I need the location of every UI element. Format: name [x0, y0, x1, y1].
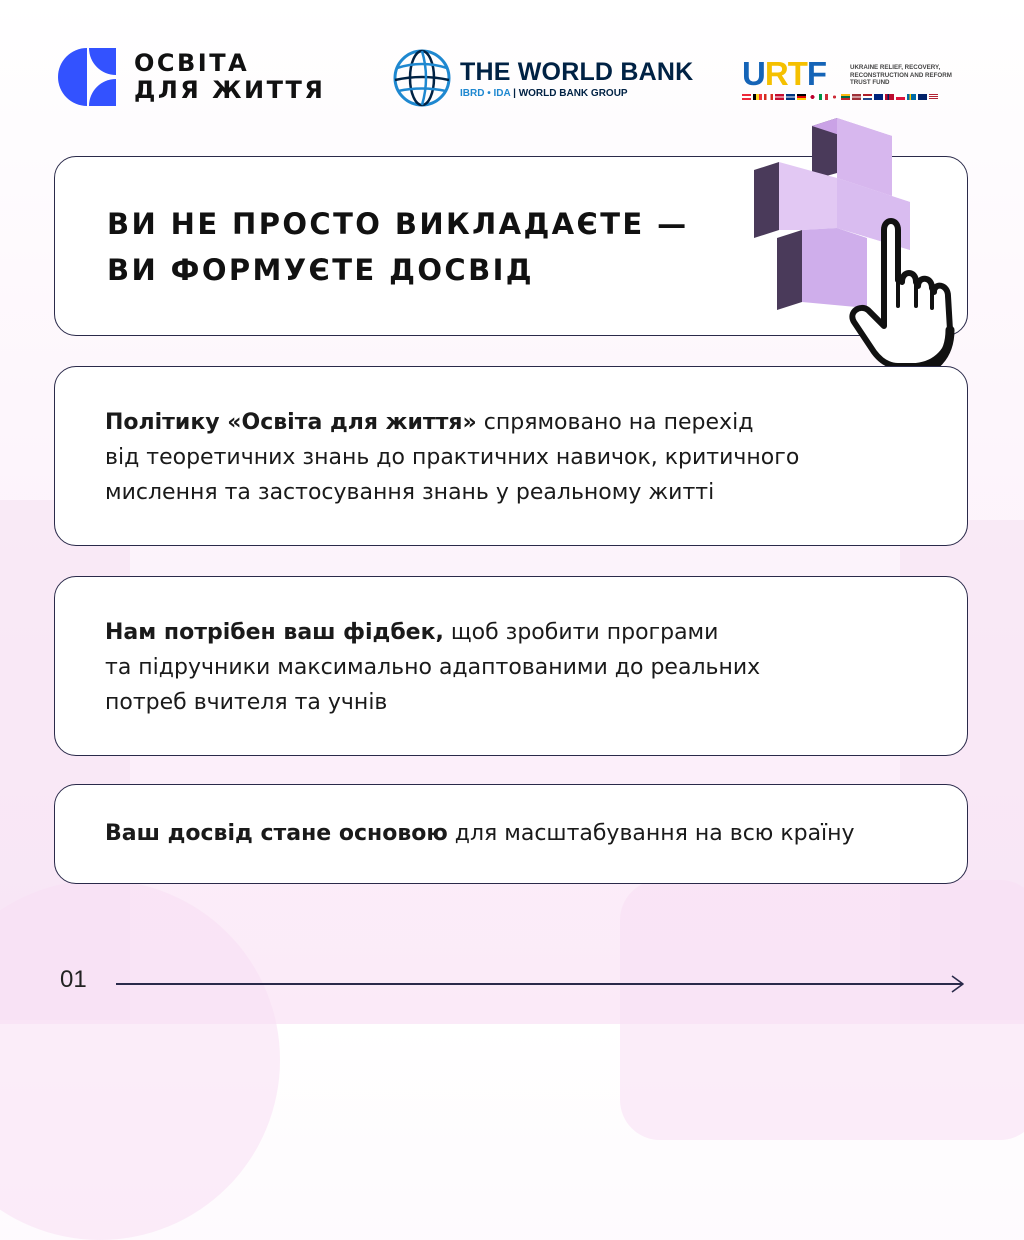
info-card-line1-rest: щоб зробити програми — [443, 620, 719, 645]
flag-icon — [797, 94, 806, 100]
page-title-line1: ВИ НЕ ПРОСТО ВИКЛАДАЄТЕ — — [107, 207, 689, 241]
info-card-experience — [54, 784, 968, 884]
info-card-text — [105, 405, 799, 510]
world-bank-logo — [392, 48, 693, 108]
info-card-line1 — [105, 405, 799, 440]
info-card-line2: та підручники максимально адаптованими до реальних — [105, 655, 761, 680]
osvita-logo-text — [134, 50, 325, 104]
flag-icon — [852, 94, 861, 100]
info-card-line3: мислення та застосування знань у реальному житті — [105, 480, 715, 505]
flag-icon — [742, 94, 751, 100]
page-title-line2: ВИ ФОРМУЄТЕ ДОСВІД — [107, 253, 535, 287]
flag-icon — [907, 94, 916, 100]
osvita-logo — [58, 48, 325, 106]
urtf-flags-row — [742, 94, 938, 100]
flag-icon — [863, 94, 872, 100]
flag-icon — [808, 94, 817, 100]
flag-icon — [885, 94, 894, 100]
info-card-bold: Нам потрібен ваш фідбек, — [105, 620, 444, 645]
flag-icon — [775, 94, 784, 100]
info-card-policy — [54, 366, 968, 546]
world-bank-group: WORLD BANK GROUP — [518, 87, 628, 99]
background-shape — [620, 880, 1024, 1140]
info-card-line2: від теоретичних знань до практичних навичок, критичного — [105, 445, 800, 470]
page-number: 01 — [60, 966, 87, 993]
osvita-logo-icon — [58, 48, 116, 106]
flag-icon — [918, 94, 927, 100]
world-bank-title: THE WORLD BANK — [460, 57, 694, 86]
urtf-desc-line1: UKRAINE RELIEF, RECOVERY, — [850, 64, 941, 71]
flag-icon — [874, 94, 883, 100]
flag-icon — [764, 94, 773, 100]
info-card-line1 — [105, 816, 855, 851]
background-shape — [0, 880, 280, 1240]
info-card-text — [105, 816, 855, 851]
urtf-letter-u: U — [742, 55, 765, 92]
flag-icon — [841, 94, 850, 100]
info-card-text — [105, 615, 760, 720]
page-progress-line — [116, 983, 962, 985]
world-bank-globe-icon — [392, 48, 452, 108]
urtf-desc-line2: RECONSTRUCTION AND REFORM — [850, 71, 952, 79]
info-card-bold: Політику «Освіта для життя» — [105, 410, 477, 435]
osvita-logo-line2: ДЛЯ ЖИТТЯ — [134, 76, 326, 104]
flag-icon — [830, 94, 839, 100]
info-card-line1 — [105, 615, 760, 650]
urtf-logo — [742, 57, 962, 107]
info-card-line1-rest: для масштабування на всю країну — [447, 821, 855, 846]
urtf-letter-r: R — [764, 55, 788, 92]
osvita-logo-line1: ОСВІТА — [134, 49, 250, 78]
info-card-line1-rest: спрямовано на перехід — [476, 410, 754, 435]
flag-icon — [753, 94, 762, 100]
flag-icon — [896, 94, 905, 100]
cross-with-pointer-hand-icon — [742, 118, 992, 368]
world-bank-subtitle — [460, 88, 693, 99]
urtf-letter-f: F — [806, 55, 827, 92]
urtf-logo-letters — [742, 57, 826, 90]
urtf-letter-t: T — [787, 55, 807, 92]
world-bank-ibrd-ida: IBRD • IDA — [460, 87, 511, 99]
info-card-line3: потреб вчителя та учнів — [105, 690, 388, 715]
page-title — [107, 201, 689, 293]
urtf-logo-description — [850, 64, 952, 87]
world-bank-separator: | — [513, 87, 519, 99]
arrow-right-icon[interactable] — [948, 975, 966, 993]
flag-icon — [819, 94, 828, 100]
urtf-desc-line3: TRUST FUND — [850, 79, 890, 87]
info-card-feedback — [54, 576, 968, 756]
flag-icon — [786, 94, 795, 100]
info-card-bold: Ваш досвід стане основою — [105, 821, 448, 846]
flag-icon — [929, 94, 938, 100]
